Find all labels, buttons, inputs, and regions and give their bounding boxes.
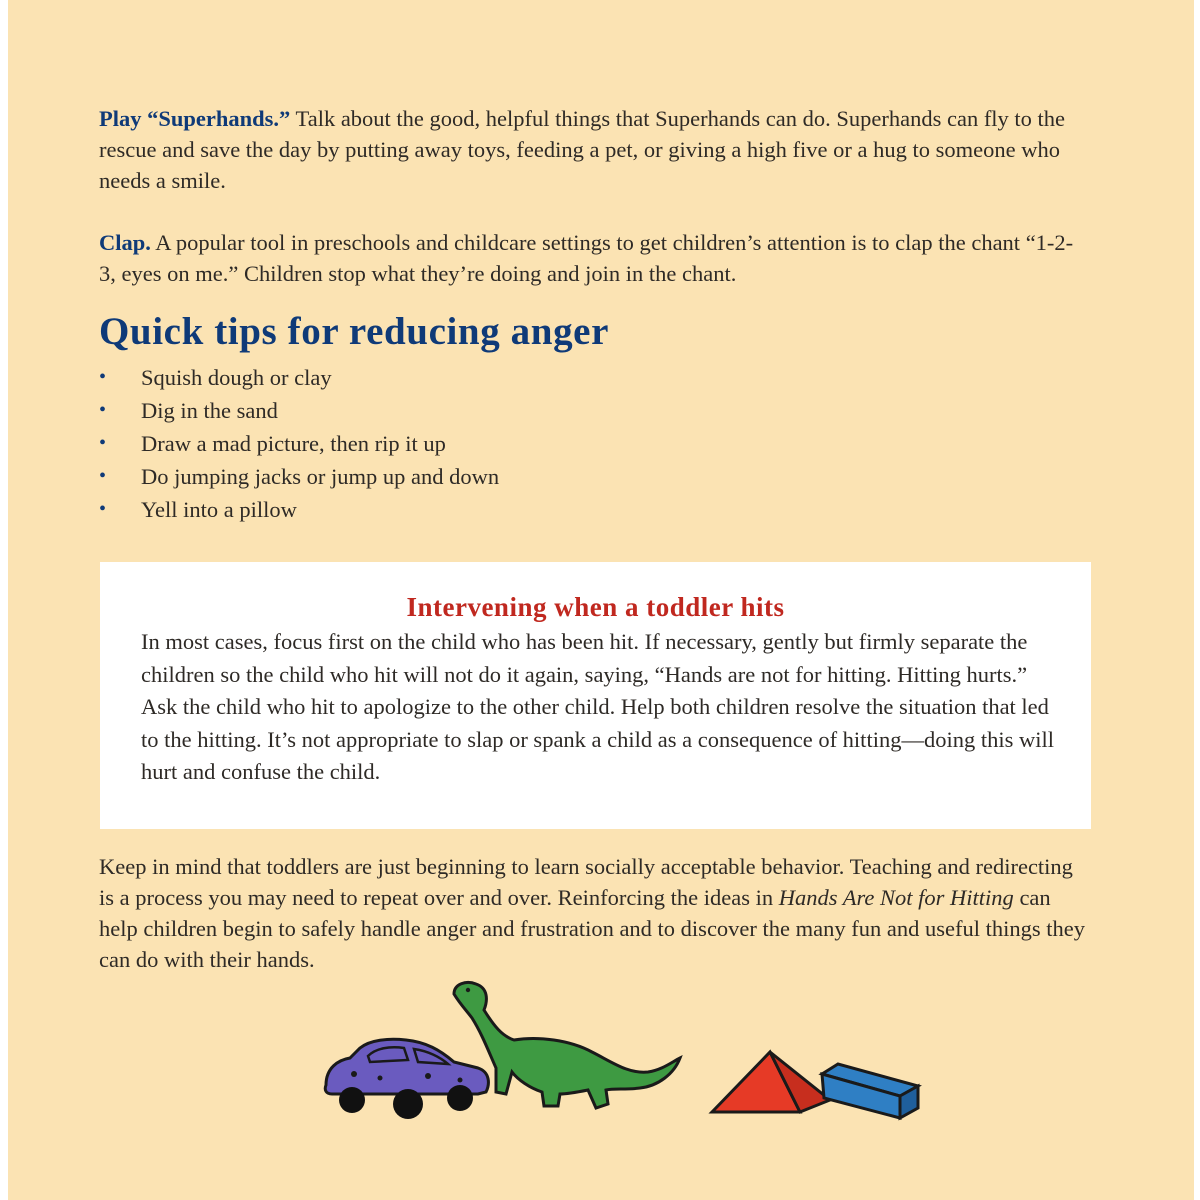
car-wheel [393, 1089, 423, 1119]
list-item [99, 362, 499, 395]
dinosaur-icon [454, 982, 680, 1108]
tip-text: Yell into a pillow [141, 497, 297, 522]
closing-text-after: can help children begin to safely handle anger and frustration and to discover the many fun and useful things they can do with their hands. [99, 885, 1085, 972]
tip-text: Squish dough or clay [141, 365, 332, 390]
bullet-icon: • [99, 498, 107, 520]
superhands-lead: Play “Superhands.” [99, 106, 291, 131]
car-spot [351, 1071, 357, 1077]
car-spot [425, 1073, 431, 1079]
dinosaur-body [454, 982, 680, 1108]
bullet-icon: • [99, 366, 107, 388]
dinosaur-eye [466, 988, 470, 992]
list-item [99, 494, 499, 527]
car-window [414, 1049, 448, 1064]
clap-lead: Clap. [99, 230, 151, 255]
tip-text: Do jumping jacks or jump up and down [141, 464, 500, 489]
intervening-title: Intervening when a toddler hits [406, 592, 785, 622]
closing-paragraph [99, 851, 1089, 975]
book-title: Hands Are Not for Hitting [778, 885, 1014, 910]
tip-text: Draw a mad picture, then rip it up [141, 431, 446, 456]
list-item [99, 461, 499, 494]
block-front [822, 1074, 900, 1118]
intervening-sidebar-box [100, 562, 1091, 829]
car-window [368, 1047, 408, 1062]
toy-car-icon [325, 1039, 488, 1119]
closing-text-before: Keep in mind that toddlers are just beginning to learn socially acceptable behavior. Teaching and redirecting is a process you may need to repeat over and over. Reinforcing the ideas in [99, 854, 1073, 910]
tip-text: Dig in the sand [141, 398, 278, 423]
rectangular-block-icon [822, 1064, 918, 1118]
clap-text: A popular tool in preschools and childcare settings to get children’s attention is to clap the chant “1-2-3, eyes on me.” Children stop what they’re doing and join in the chant. [99, 230, 1074, 286]
clap-paragraph [99, 227, 1089, 289]
list-item [99, 395, 499, 428]
bullet-icon: • [99, 399, 107, 421]
superhands-text: Talk about the good, helpful things that Superhands can do. Superhands can fly to the rescue and save the day by putting away toys, feeding a pet, or giving a high five or a hug to someone who needs a smile. [99, 106, 1066, 193]
car-wheel [447, 1085, 473, 1111]
pyramid-block-icon [712, 1052, 830, 1112]
block-end [900, 1086, 918, 1118]
bullet-icon: • [99, 465, 107, 487]
list-item [99, 428, 499, 461]
quick-tips-list [99, 362, 499, 527]
intervening-text: In most cases, focus first on the child who has been hit. If necessary, gently but firmly separate the children so the child who hit will not do it again, saying, “Hands are not for hitting. Hitting hurts.” Ask the child who hit to apologize to the other child. Help both children resolve the situation that led to the hitting. It’s not appropriate to slap or spank a child as a consequence of hitting—doing this will hurt and confuse the child. [141, 629, 1054, 784]
car-spot [378, 1076, 383, 1081]
block-top [822, 1064, 918, 1096]
pyramid-side [770, 1052, 830, 1112]
car-wheel [339, 1087, 365, 1113]
book-page [8, 0, 1194, 1200]
car-body [325, 1039, 488, 1094]
car-spot [458, 1078, 463, 1083]
bullet-icon: • [99, 432, 107, 454]
pyramid-side [712, 1052, 800, 1112]
superhands-paragraph [99, 103, 1089, 196]
quick-tips-heading: Quick tips for reducing anger [99, 310, 609, 353]
